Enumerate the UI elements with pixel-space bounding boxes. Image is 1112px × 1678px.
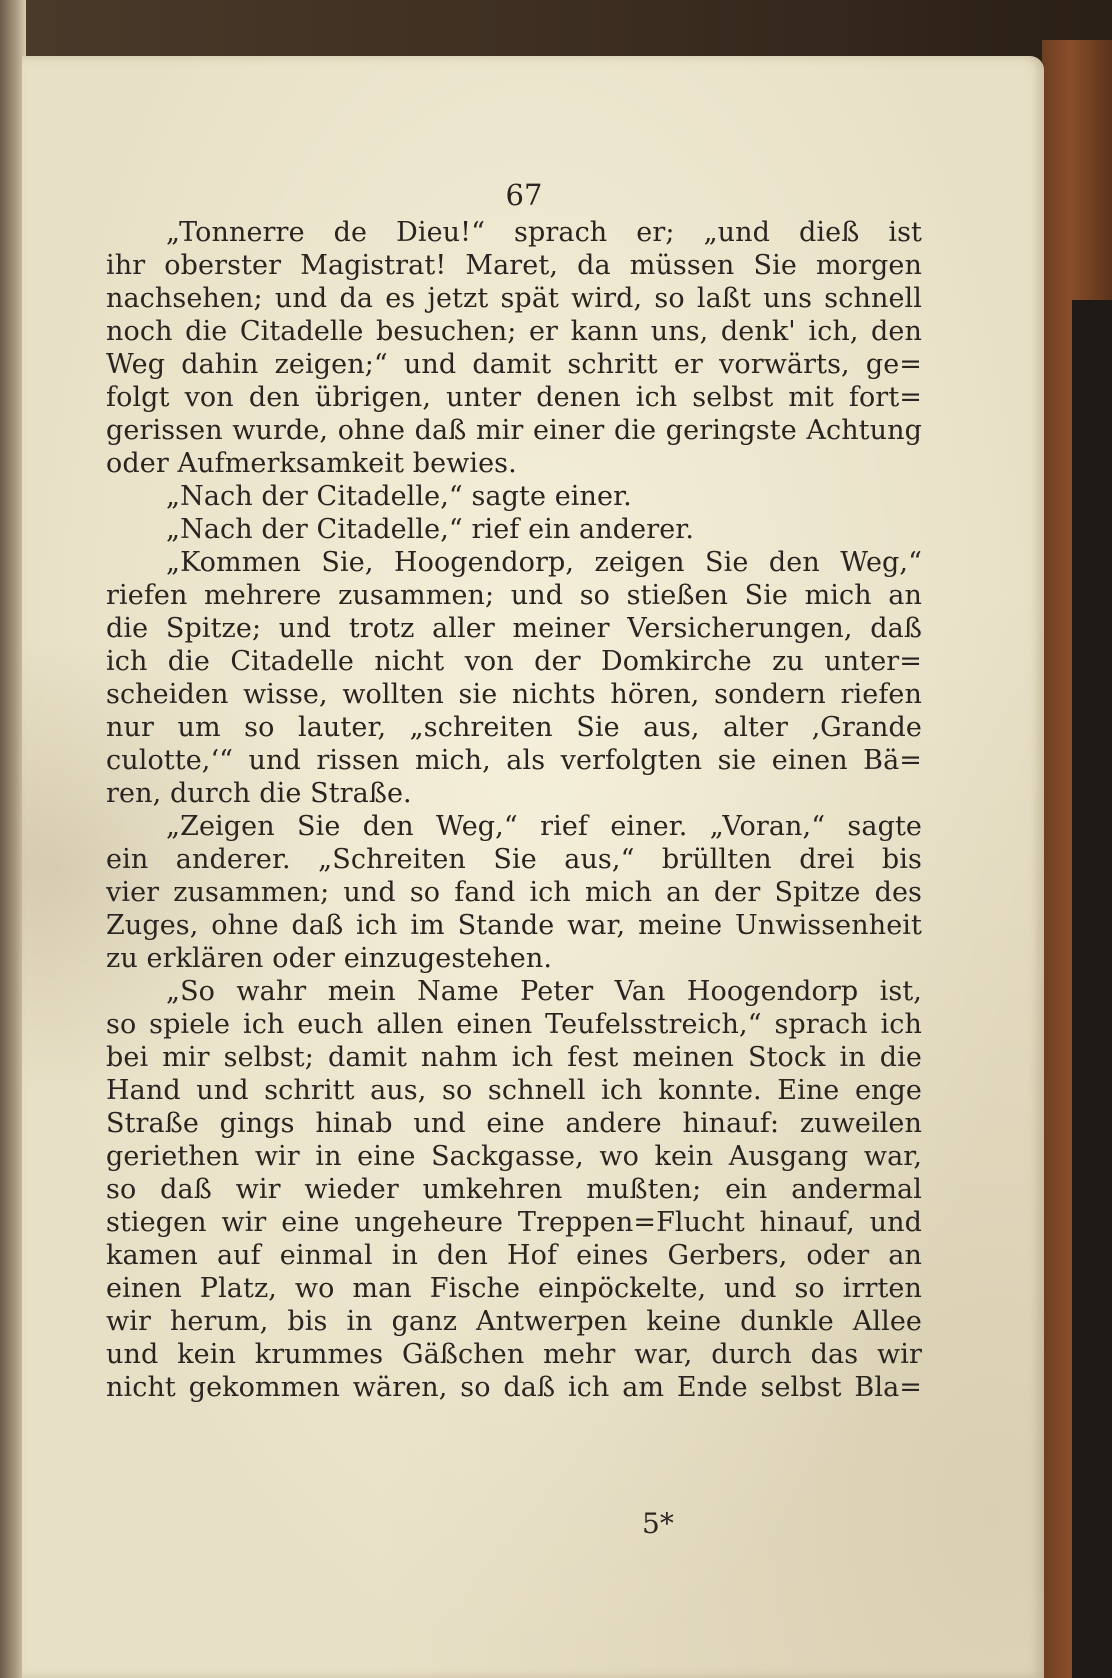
text-line: kamen auf einmal in den Hof eines Gerbers, oder an — [106, 1240, 922, 1271]
text-line: nachsehen; und da es jetzt spät wird, so laßt uns schnell — [106, 283, 922, 314]
text-line: und kein krummes Gäßchen mehr war, durch das wir — [106, 1339, 922, 1370]
book-page — [22, 56, 1044, 1678]
text-line: zu erklären oder einzugestehen. — [106, 943, 553, 974]
text-line: wir herum, bis in ganz Antwerpen keine dunkle Allee — [106, 1306, 922, 1337]
text-line: ein anderer. „Schreiten Sie aus,“ brüllten drei bis — [106, 844, 922, 875]
text-line: Weg dahin zeigen;“ und damit schritt er vorwärts, ge= — [106, 349, 922, 380]
text-line: bei mir selbst; damit nahm ich fest meinen Stock in die — [106, 1042, 922, 1073]
text-line: „Nach der Citadelle,“ rief ein anderer. — [166, 514, 695, 545]
text-line: oder Aufmerksamkeit bewies. — [106, 448, 517, 479]
text-line: Hand und schritt aus, so schnell ich konnte. Eine enge — [106, 1075, 922, 1106]
text-line: geriethen wir in eine Sackgasse, wo kein Ausgang war, — [106, 1141, 922, 1172]
text-line: so daß wir wieder umkehren mußten; ein andermal — [106, 1174, 922, 1205]
cover-binding — [1072, 300, 1112, 1678]
text-line: einen Platz, wo man Fische einpöckelte, und so irrten — [106, 1273, 922, 1304]
text-line: Straße gings hinab und eine andere hinauf: zuweilen — [106, 1108, 922, 1139]
text-line: so spiele ich euch allen einen Teufelsstreich,“ sprach ich — [106, 1009, 922, 1040]
text-line: „Kommen Sie, Hoogendorp, zeigen Sie den Weg,“ — [166, 547, 922, 578]
text-line: ren, durch die Straße. — [106, 778, 412, 809]
text-line: culotte,‘“ und rissen mich, als verfolgten sie einen Bä= — [106, 745, 922, 776]
text-line: stiegen wir eine ungeheure Treppen=Flucht hinauf, und — [106, 1207, 922, 1238]
text-line: vier zusammen; und so fand ich mich an der Spitze des — [106, 877, 922, 908]
text-line: „Nach der Citadelle,“ sagte einer. — [166, 481, 632, 512]
text-line: riefen mehrere zusammen; und so stießen Sie mich an — [106, 580, 922, 611]
text-line: ihr oberster Magistrat! Maret, da müssen Sie morgen — [106, 250, 922, 281]
text-line: folgt von den übrigen, unter denen ich selbst mit fort= — [106, 382, 922, 413]
text-line: scheiden wisse, wollten sie nichts hören, sondern riefen — [106, 679, 922, 710]
text-line: „Tonnerre de Dieu!“ sprach er; „und dieß ist — [166, 217, 922, 248]
signature-mark: 5* — [642, 1507, 674, 1540]
text-line: „Zeigen Sie den Weg,“ rief einer. „Voran,“ sagte — [166, 811, 922, 842]
page-text-block — [106, 178, 922, 1404]
text-line: noch die Citadelle besuchen; er kann uns, denk' ich, den — [106, 316, 922, 347]
page-number: 67 — [505, 178, 543, 212]
text-line: nicht gekommen wären, so daß ich am Ende selbst Bla= — [106, 1372, 922, 1403]
text-line: gerissen wurde, ohne daß mir einer die geringste Achtung — [106, 415, 922, 446]
text-line: nur um so lauter, „schreiten Sie aus, alter ‚Grande — [106, 712, 922, 743]
text-line: ich die Citadelle nicht von der Domkirche zu unter= — [106, 646, 922, 677]
text-line: die Spitze; und trotz aller meiner Versicherungen, daß — [106, 613, 922, 644]
text-line: Zuges, ohne daß ich im Stande war, meine Unwissenheit — [106, 910, 922, 941]
text-line: „So wahr mein Name Peter Van Hoogendorp ist, — [166, 976, 922, 1007]
